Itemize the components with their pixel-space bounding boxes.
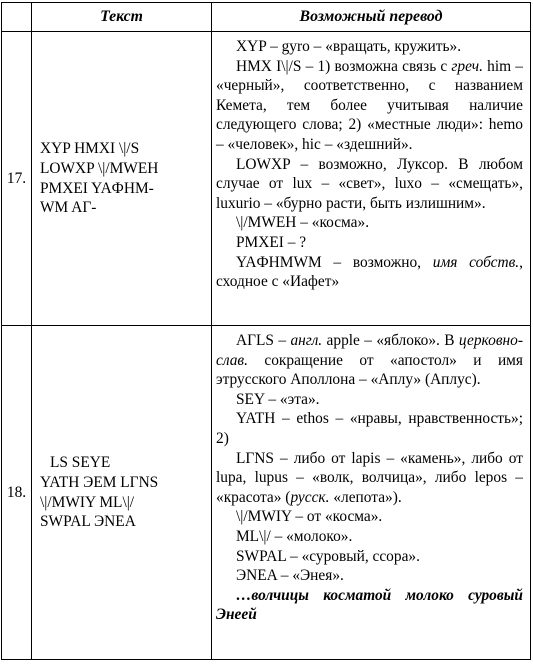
translation-paragraph: XYP – gyro – «вращать, кружить».: [236, 38, 462, 55]
header-row: [2, 3, 531, 32]
source-line: PMXEI YAФHM-: [40, 179, 154, 197]
translation-paragraph: SWPAL – «суровый, ссора».: [236, 547, 420, 565]
translation-cell: [212, 32, 531, 326]
translation-paragraph: YATH – ethos – «нравы, нравственность»; 2): [216, 410, 523, 447]
translation-paragraph: …волчицы косматой молоко суровый Энеей: [216, 586, 523, 624]
source-line: SWPAL ЭNEA: [40, 513, 136, 531]
translation-cell: [212, 326, 531, 660]
translation-paragraph: AГLS – англ. apple – «яблоко». В церковно-слав. сокращение от «апостол» и имя этрусского Аполлона – «Аплу» (Аплус).: [216, 332, 523, 389]
header-text: Текст: [32, 3, 212, 32]
source-line: WM AГ-: [40, 199, 97, 217]
translation-paragraph: YAФHMWM – возможно, имя собств., сходное с «Иафет»: [216, 253, 523, 291]
table-row: [2, 326, 531, 660]
source-line: YATH ЭEM LГNS: [40, 473, 159, 491]
row-number: 17.: [2, 32, 32, 326]
translation-paragraph: ML\|/ – «молоко».: [236, 527, 353, 545]
translation-paragraph: LГNS – либо от lapis – «камень», либо от lupa, lupus – «волк, волчица», либо lepos – «красота» (русск. «лепота»).: [216, 449, 523, 506]
source-line: \|/MWIY ML\|/: [40, 493, 135, 511]
translation-table: [1, 2, 531, 660]
translation-paragraph: SEY – «эта».: [236, 390, 320, 408]
source-line: LS SEYE: [50, 454, 111, 472]
translation-paragraph: HMX I\|/S – 1) возможна связь с греч. him – «черный», соответственно, с названием Кемета, тем более учитывая наличие следующего слова; 2) «местные люди»: hemo – «человек», hic – «здешний».: [216, 57, 523, 153]
source-text: [32, 32, 212, 326]
translation-paragraph: LOWXP – возможно, Луксор. В любом случае от lux – «свет», luxo – «смещать», luxurio – «бурно расти, быть излишним».: [216, 155, 523, 212]
translation-paragraph: PMXEI – ?: [236, 233, 307, 251]
translation-paragraph: \|/MWIY – от «косма».: [236, 508, 383, 526]
source-line: LOWXP \|/MWEH: [40, 159, 159, 177]
translation-paragraph: ЭNEA – «Энея».: [236, 567, 344, 585]
source-line: XYP HMXI \|/S: [40, 140, 140, 158]
row-number: 18.: [2, 326, 32, 660]
header-translation: Возможный перевод: [212, 3, 531, 32]
header-number: [2, 3, 32, 32]
table-row: [2, 32, 531, 326]
translation-paragraph: \|/MWEH – «косма».: [236, 214, 370, 232]
source-text: [32, 326, 212, 660]
